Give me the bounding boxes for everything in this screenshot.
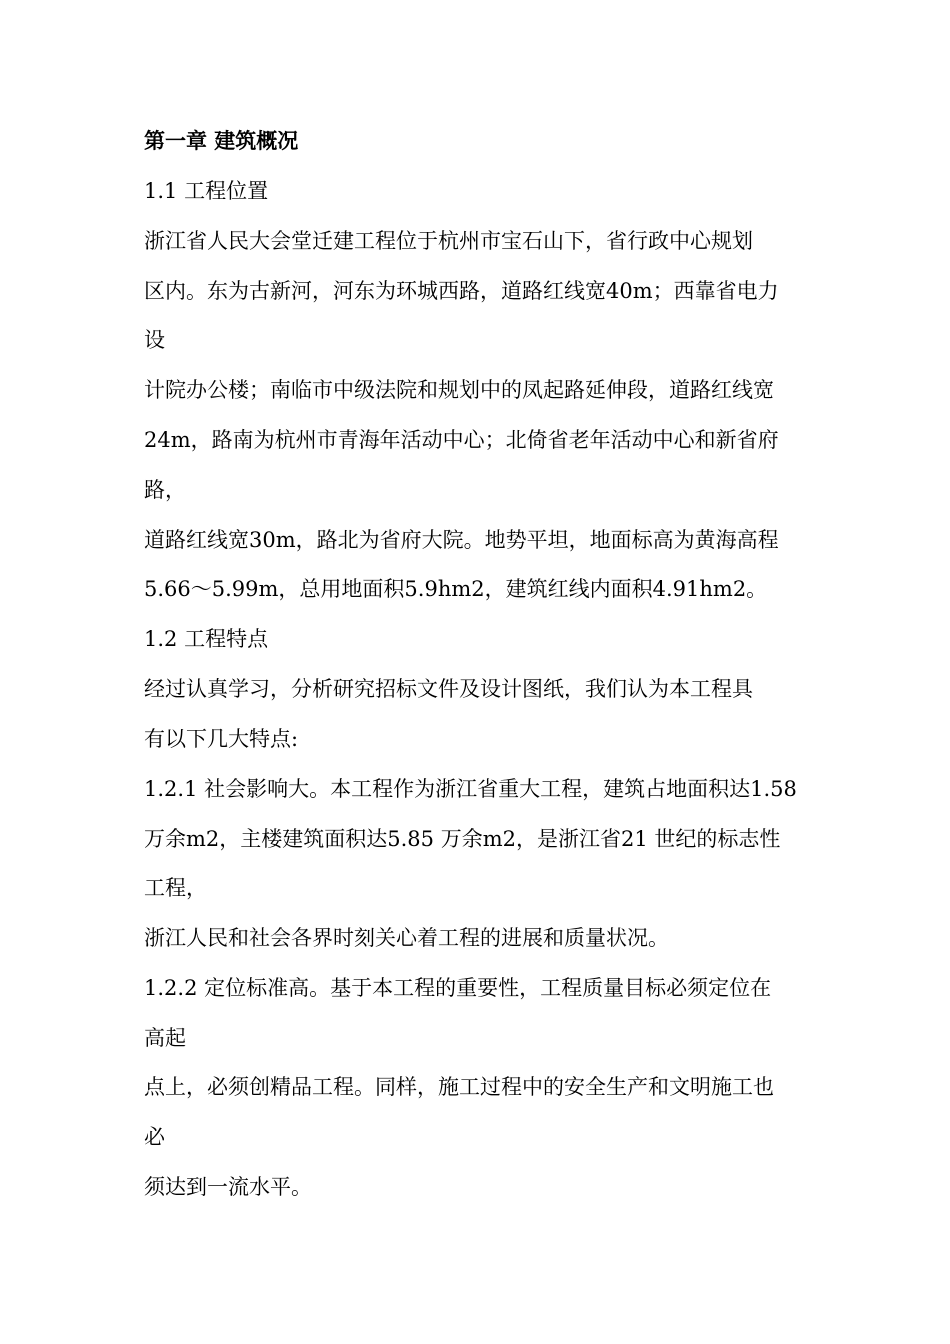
paragraph-line: 须达到一流水平。	[144, 1175, 312, 1199]
paragraph-line: 浙江省人民大会堂迁建工程位于杭州市宝石山下，省行政中心规划	[144, 229, 753, 253]
paragraph-line: 区内。东为古新河，河东为环城西路，道路红线宽40m；西靠省电力	[144, 279, 779, 303]
paragraph-line: 必	[144, 1125, 165, 1149]
paragraph-line: 1.2.2 定位标准高。基于本工程的重要性，工程质量目标必须定位在	[144, 976, 772, 1000]
paragraph-line: 24m，路南为杭州市青海年活动中心；北倚省老年活动中心和新省府	[144, 428, 779, 452]
paragraph-line: 有以下几大特点:	[144, 727, 299, 751]
chapter-title: 第一章 建筑概况	[144, 129, 299, 153]
paragraph-line: 经过认真学习，分析研究招标文件及设计图纸，我们认为本工程具	[144, 677, 753, 701]
paragraph-line: 1.2.1 社会影响大。本工程作为浙江省重大工程，建筑占地面积达1.58	[144, 777, 797, 801]
paragraph-line: 计院办公楼；南临市中级法院和规划中的凤起路延伸段，道路红线宽	[144, 378, 774, 402]
paragraph-line: 设	[144, 328, 165, 352]
paragraph-line: 路，	[144, 478, 186, 502]
paragraph-line: 高起	[144, 1026, 186, 1050]
section-heading: 1.1 工程位置	[144, 179, 269, 203]
paragraph-line: 点上，必须创精品工程。同样，施工过程中的安全生产和文明施工也	[144, 1075, 774, 1099]
paragraph-line: 道路红线宽30m，路北为省府大院。地势平坦，地面标高为黄海高程	[144, 528, 779, 552]
paragraph-line: 浙江人民和社会各界时刻关心着工程的进展和质量状况。	[144, 926, 669, 950]
paragraph-line: 万余m2，主楼建筑面积达5.85 万余m2，是浙江省21 世纪的标志性	[144, 827, 781, 851]
section-heading: 1.2 工程特点	[144, 627, 269, 651]
paragraph-line: 工程，	[144, 876, 207, 900]
paragraph-line: 5.66～5.99m，总用地面积5.9hm2，建筑红线内面积4.91hm2。	[144, 577, 768, 601]
